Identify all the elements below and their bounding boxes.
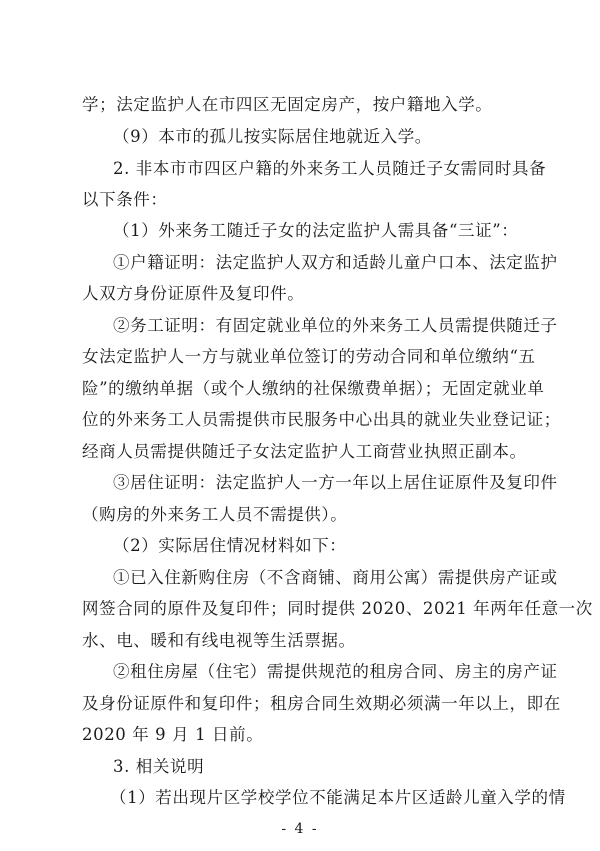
paragraph-line: ①已入住新购住房（不含商铺、商用公寓）需提供房产证或 bbox=[113, 568, 558, 587]
paragraph-line: 经商人员需提供随迁子女法定监护人工商营业执照正副本。 bbox=[82, 442, 527, 461]
paragraph-line: 险”的缴纳单据（或个人缴纳的社保缴费单据）；无固定就业单 bbox=[82, 379, 545, 398]
section-heading-3: 3. 相关说明 bbox=[113, 757, 205, 776]
section-heading-2: 2. 非本市市四区户籍的外来务工人员随迁子女需同时具备 bbox=[113, 159, 547, 178]
paragraph-line: ①户籍证明：法定监护人双方和适龄儿童户口本、法定监护 bbox=[113, 253, 558, 272]
paragraph-line: 2020 年 9 月 1 日前。 bbox=[82, 725, 264, 744]
paragraph-line: 人双方身份证原件及复印件。 bbox=[82, 284, 305, 303]
paragraph-line: 水、电、暖和有线电视等生活票据。 bbox=[82, 631, 356, 650]
paragraph-line: 学；法定监护人在市四区无固定房产，按户籍地入学。 bbox=[82, 95, 493, 114]
paragraph-line: （2）实际居住情况材料如下： bbox=[113, 536, 347, 555]
page-number: - 4 - bbox=[281, 821, 319, 837]
paragraph-line: ②租住房屋（住宅）需提供规范的租房合同、房主的房产证 bbox=[113, 662, 558, 681]
paragraph-line: （1）外来务工随迁子女的法定监护人需具备“三证”： bbox=[113, 221, 519, 240]
paragraph-line: 位的外来务工人员需提供市民服务中心出具的就业失业登记证； bbox=[82, 410, 561, 429]
paragraph-line: 以下条件： bbox=[82, 190, 168, 209]
paragraph-line: ③居住证明：法定监护人一方一年以上居住证原件及复印件 bbox=[113, 473, 558, 492]
paragraph-line: 及身份证原件和复印件；租房合同生效期必须满一年以上，即在 bbox=[82, 694, 561, 713]
paragraph-line: （9）本市的孤儿按实际居住地就近入学。 bbox=[113, 127, 432, 146]
paragraph-line: 网签合同的原件及复印件；同时提供 2020、2021 年两年任意一次 bbox=[82, 599, 593, 618]
paragraph-line: 女法定监护人一方与就业单位签订的劳动合同和单位缴纳“五 bbox=[82, 347, 536, 366]
paragraph-line: （1）若出现片区学校学位不能满足本片区适龄儿童入学的情 bbox=[110, 788, 566, 807]
paragraph-line: （购房的外来务工人员不需提供）。 bbox=[82, 505, 348, 524]
paragraph-line: ②务工证明：有固定就业单位的外来务工人员需提供随迁子 bbox=[113, 316, 558, 335]
